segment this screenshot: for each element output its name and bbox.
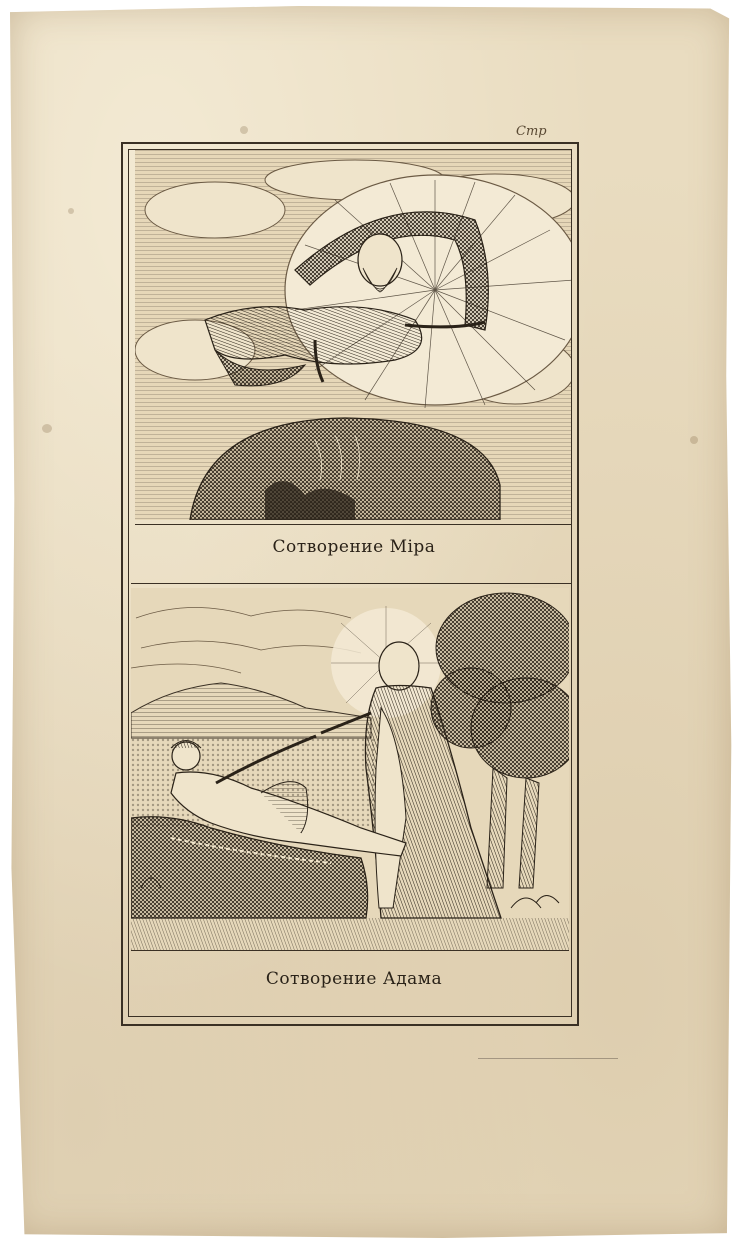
page-reference: Стр: [516, 124, 547, 139]
caption-creation-of-adam: Сотворение Адама: [265, 969, 443, 989]
engraving-creation-of-world: [135, 150, 571, 520]
foxing-stain: [68, 208, 74, 214]
pencil-mark: [478, 1058, 618, 1059]
caption-separator-top: [135, 524, 571, 525]
panel-divider: [131, 583, 571, 584]
foxing-stain: [240, 126, 248, 134]
caption-creation-of-world: Сотворение Міра: [272, 537, 436, 557]
foxing-stain: [690, 436, 698, 444]
foxing-stain: [42, 424, 52, 433]
caption-separator-bottom: [131, 950, 569, 951]
engraving-creation-of-adam: [131, 588, 569, 950]
